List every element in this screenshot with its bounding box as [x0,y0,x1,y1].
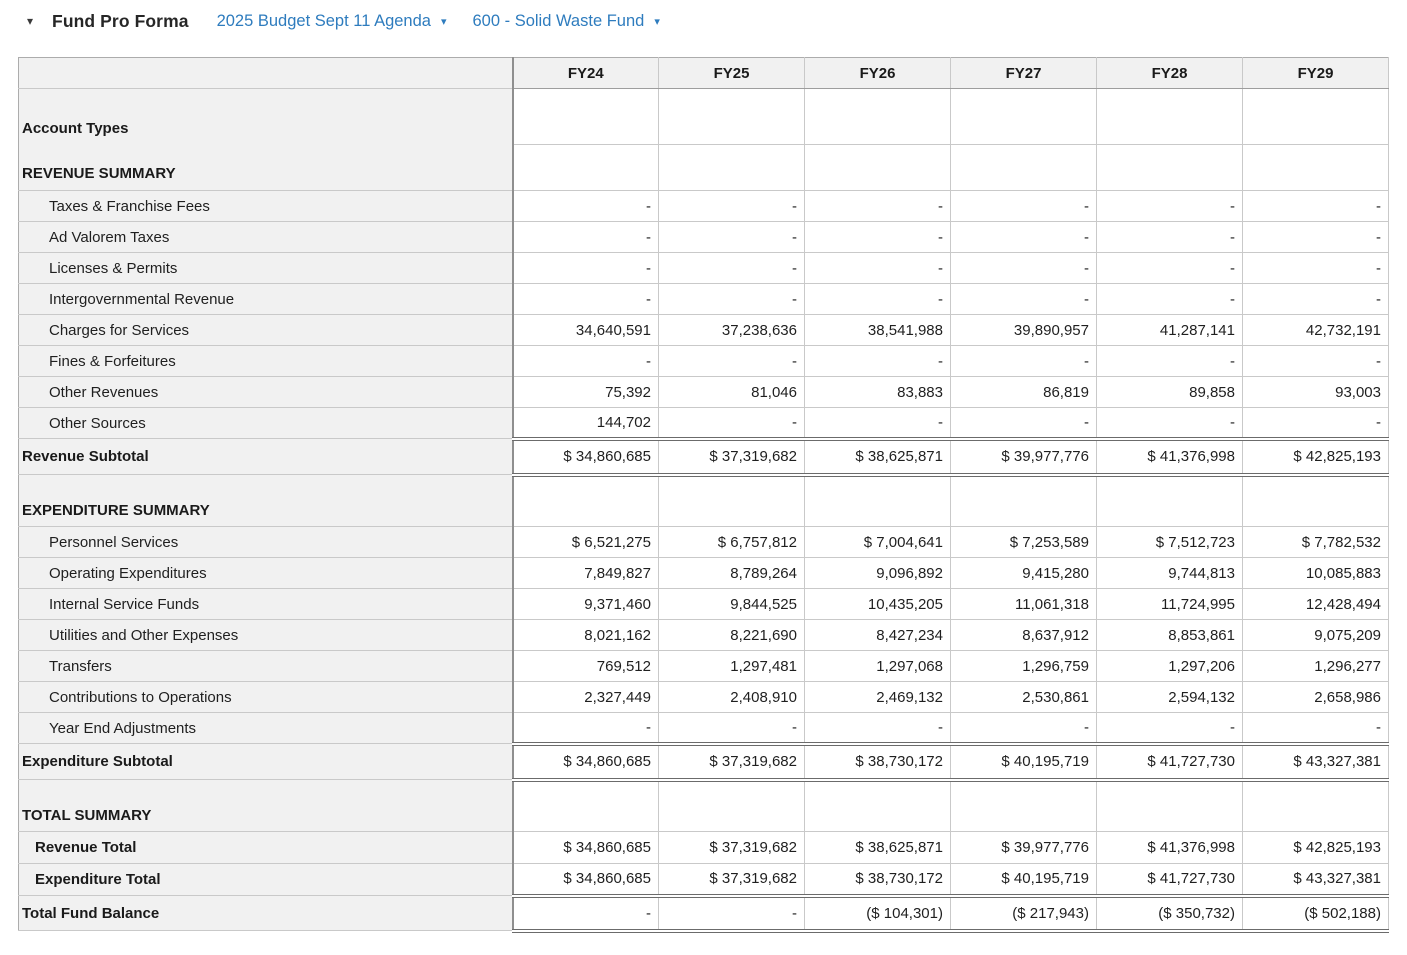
value-cell: $ 38,730,172 [805,744,951,780]
column-header-fy29: FY29 [1243,58,1389,89]
value-cell: - [805,346,951,377]
fund-selector-dropdown-label: 600 - Solid Waste Fund [472,11,645,30]
value-cell: - [951,346,1097,377]
value-cell: 1,296,759 [951,651,1097,682]
value-cell: $ 34,860,685 [513,832,659,864]
value-cell: - [951,253,1097,284]
row-label: Total Fund Balance [19,896,513,931]
value-cell: 41,287,141 [1097,315,1243,346]
value-cell [951,475,1097,527]
row-label: Personnel Services [19,527,513,558]
value-cell: $ 43,327,381 [1243,864,1389,896]
value-cell: - [1097,346,1243,377]
empty-cell [513,89,659,145]
value-cell: - [513,191,659,222]
empty-cell [951,89,1097,145]
row-label: Revenue Subtotal [19,439,513,475]
value-cell: 8,853,861 [1097,620,1243,651]
table-row [19,713,1389,744]
empty-cell [951,145,1097,191]
value-cell: - [659,253,805,284]
value-cell: - [1097,408,1243,439]
value-cell: 9,096,892 [805,558,951,589]
value-cell: ($ 104,301) [805,896,951,931]
empty-cell [513,145,659,191]
table-row [19,527,1389,558]
row-label: Expenditure Subtotal [19,744,513,780]
value-cell: - [513,713,659,744]
value-cell: - [513,253,659,284]
value-cell: - [1243,284,1389,315]
revenue-summary-heading: REVENUE SUMMARY [22,164,176,182]
row-label: TOTAL SUMMARY [19,780,513,832]
table-row [19,346,1389,377]
value-cell: 37,238,636 [659,315,805,346]
empty-cell [1097,145,1243,191]
row-label: Licenses & Permits [19,253,513,284]
row-label: Operating Expenditures [19,558,513,589]
value-cell [513,780,659,832]
value-cell: $ 6,757,812 [659,527,805,558]
value-cell [805,475,951,527]
value-cell: 769,512 [513,651,659,682]
value-cell: $ 40,195,719 [951,864,1097,896]
value-cell: 7,849,827 [513,558,659,589]
table-row [19,253,1389,284]
column-header-fy26: FY26 [805,58,951,89]
value-cell: 2,327,449 [513,682,659,713]
value-cell: - [513,896,659,931]
empty-cell [805,145,951,191]
value-cell: - [951,713,1097,744]
row-label: Fines & Forfeitures [19,346,513,377]
total-row [19,864,1389,896]
table-row [19,222,1389,253]
value-cell: $ 34,860,685 [513,744,659,780]
row-label: Taxes & Franchise Fees [19,191,513,222]
value-cell: $ 6,521,275 [513,527,659,558]
value-cell: 38,541,988 [805,315,951,346]
value-cell: - [1243,191,1389,222]
value-cell: $ 41,376,998 [1097,832,1243,864]
row-label: Ad Valorem Taxes [19,222,513,253]
column-header-fy28: FY28 [1097,58,1243,89]
value-cell: - [659,346,805,377]
value-cell: 1,297,206 [1097,651,1243,682]
value-cell: $ 7,782,532 [1243,527,1389,558]
value-cell: 11,724,995 [1097,589,1243,620]
value-cell: - [513,222,659,253]
value-cell: 86,819 [951,377,1097,408]
account-types-label: Account Types [22,119,129,137]
value-cell: 42,732,191 [1243,315,1389,346]
row-label: Expenditure Total [19,864,513,896]
fund-table-body [19,89,1389,931]
value-cell: 1,297,481 [659,651,805,682]
value-cell: 81,046 [659,377,805,408]
budget-version-dropdown-label: 2025 Budget Sept 11 Agenda [216,11,431,30]
value-cell: ($ 350,732) [1097,896,1243,931]
fund-selector-dropdown[interactable] [473,12,660,31]
value-cell: - [1243,346,1389,377]
value-cell: $ 43,327,381 [1243,744,1389,780]
value-cell: 8,789,264 [659,558,805,589]
value-cell: - [1097,222,1243,253]
value-cell: 11,061,318 [951,589,1097,620]
subtotal-row [19,439,1389,475]
column-header-fy24: FY24 [513,58,659,89]
row-label: Year End Adjustments [19,713,513,744]
value-cell: - [805,191,951,222]
value-cell: 1,296,277 [1243,651,1389,682]
value-cell [513,475,659,527]
value-cell: ($ 217,943) [951,896,1097,931]
section-band-row [19,89,1389,145]
value-cell: $ 34,860,685 [513,864,659,896]
section-label-cell [19,89,513,191]
row-label: Internal Service Funds [19,589,513,620]
value-cell: 9,744,813 [1097,558,1243,589]
value-cell: $ 37,319,682 [659,832,805,864]
value-cell: 144,702 [513,408,659,439]
value-cell: 12,428,494 [1243,589,1389,620]
value-cell: 8,427,234 [805,620,951,651]
value-cell: - [1243,222,1389,253]
table-row [19,682,1389,713]
value-cell: - [951,284,1097,315]
empty-cell [659,89,805,145]
top-bar [0,0,1407,42]
value-cell: 75,392 [513,377,659,408]
value-cell: 34,640,591 [513,315,659,346]
value-cell [951,780,1097,832]
value-cell: 9,075,209 [1243,620,1389,651]
value-cell: - [1097,253,1243,284]
value-cell: $ 37,319,682 [659,439,805,475]
value-cell [1097,780,1243,832]
band-row [19,475,1389,527]
value-cell [659,780,805,832]
value-cell: 2,530,861 [951,682,1097,713]
value-cell: $ 42,825,193 [1243,832,1389,864]
value-cell: - [951,191,1097,222]
value-cell: 2,594,132 [1097,682,1243,713]
table-row [19,558,1389,589]
row-label: Revenue Total [19,832,513,864]
page-title: Fund Pro Forma [52,10,189,31]
value-cell: $ 41,376,998 [1097,439,1243,475]
value-cell [659,475,805,527]
value-cell: - [659,191,805,222]
value-cell: - [1097,191,1243,222]
fund-pro-forma-table [18,57,1389,933]
value-cell: 83,883 [805,377,951,408]
value-cell: 8,637,912 [951,620,1097,651]
value-cell: - [659,896,805,931]
value-cell: - [1243,713,1389,744]
row-label: Charges for Services [19,315,513,346]
value-cell: 9,415,280 [951,558,1097,589]
value-cell: - [1243,253,1389,284]
value-cell: $ 37,319,682 [659,744,805,780]
table-row [19,377,1389,408]
table-row [19,191,1389,222]
value-cell: - [805,253,951,284]
value-cell: 2,408,910 [659,682,805,713]
value-cell: - [951,408,1097,439]
value-cell: 8,021,162 [513,620,659,651]
collapse-section-icon[interactable]: ▾ [27,14,34,28]
band-row [19,780,1389,832]
value-cell: 8,221,690 [659,620,805,651]
value-cell: 2,469,132 [805,682,951,713]
row-label: Transfers [19,651,513,682]
value-cell: 10,435,205 [805,589,951,620]
value-cell [1243,475,1389,527]
value-cell: 10,085,883 [1243,558,1389,589]
value-cell: - [1097,284,1243,315]
value-cell: $ 34,860,685 [513,439,659,475]
empty-cell [1243,89,1389,145]
value-cell: $ 40,195,719 [951,744,1097,780]
value-cell: $ 37,319,682 [659,864,805,896]
value-cell: 1,297,068 [805,651,951,682]
value-cell: $ 7,512,723 [1097,527,1243,558]
value-cell: - [951,222,1097,253]
value-cell: $ 7,004,641 [805,527,951,558]
label-column-header [19,58,513,89]
value-cell: $ 41,727,730 [1097,864,1243,896]
grand-row [19,896,1389,931]
value-cell: - [1097,713,1243,744]
row-label: Other Revenues [19,377,513,408]
value-cell: $ 38,625,871 [805,832,951,864]
value-cell: $ 39,977,776 [951,439,1097,475]
value-cell: - [1243,408,1389,439]
value-cell: 39,890,957 [951,315,1097,346]
row-label: Utilities and Other Expenses [19,620,513,651]
value-cell [1097,475,1243,527]
value-cell: - [805,408,951,439]
subtotal-row [19,744,1389,780]
value-cell: 93,003 [1243,377,1389,408]
value-cell: 2,658,986 [1243,682,1389,713]
value-cell: - [659,408,805,439]
value-cell: - [513,284,659,315]
value-cell [1243,780,1389,832]
value-cell: 9,371,460 [513,589,659,620]
empty-cell [659,145,805,191]
row-label: Intergovernmental Revenue [19,284,513,315]
budget-version-dropdown[interactable] [217,12,447,31]
value-cell: - [805,222,951,253]
table-row [19,315,1389,346]
empty-cell [1097,89,1243,145]
column-header-fy27: FY27 [951,58,1097,89]
value-cell: - [805,713,951,744]
value-cell: - [805,284,951,315]
value-cell: 89,858 [1097,377,1243,408]
chevron-down-icon: ▾ [654,15,660,28]
value-cell: $ 41,727,730 [1097,744,1243,780]
table-row [19,408,1389,439]
row-label: EXPENDITURE SUMMARY [19,475,513,527]
empty-cell [805,89,951,145]
table-row [19,284,1389,315]
value-cell: $ 39,977,776 [951,832,1097,864]
value-cell: - [659,222,805,253]
value-cell [805,780,951,832]
empty-cell [1243,145,1389,191]
total-row [19,832,1389,864]
value-cell: $ 38,730,172 [805,864,951,896]
value-cell: $ 42,825,193 [1243,439,1389,475]
table-row [19,651,1389,682]
value-cell: - [659,713,805,744]
value-cell: $ 7,253,589 [951,527,1097,558]
value-cell: - [513,346,659,377]
row-label: Contributions to Operations [19,682,513,713]
chevron-down-icon: ▾ [440,15,447,28]
column-header-row [19,58,1389,89]
value-cell: 9,844,525 [659,589,805,620]
row-label: Other Sources [19,408,513,439]
value-cell: - [659,284,805,315]
table-row [19,620,1389,651]
value-cell: $ 38,625,871 [805,439,951,475]
table-row [19,589,1389,620]
column-header-fy25: FY25 [659,58,805,89]
value-cell: ($ 502,188) [1243,896,1389,931]
